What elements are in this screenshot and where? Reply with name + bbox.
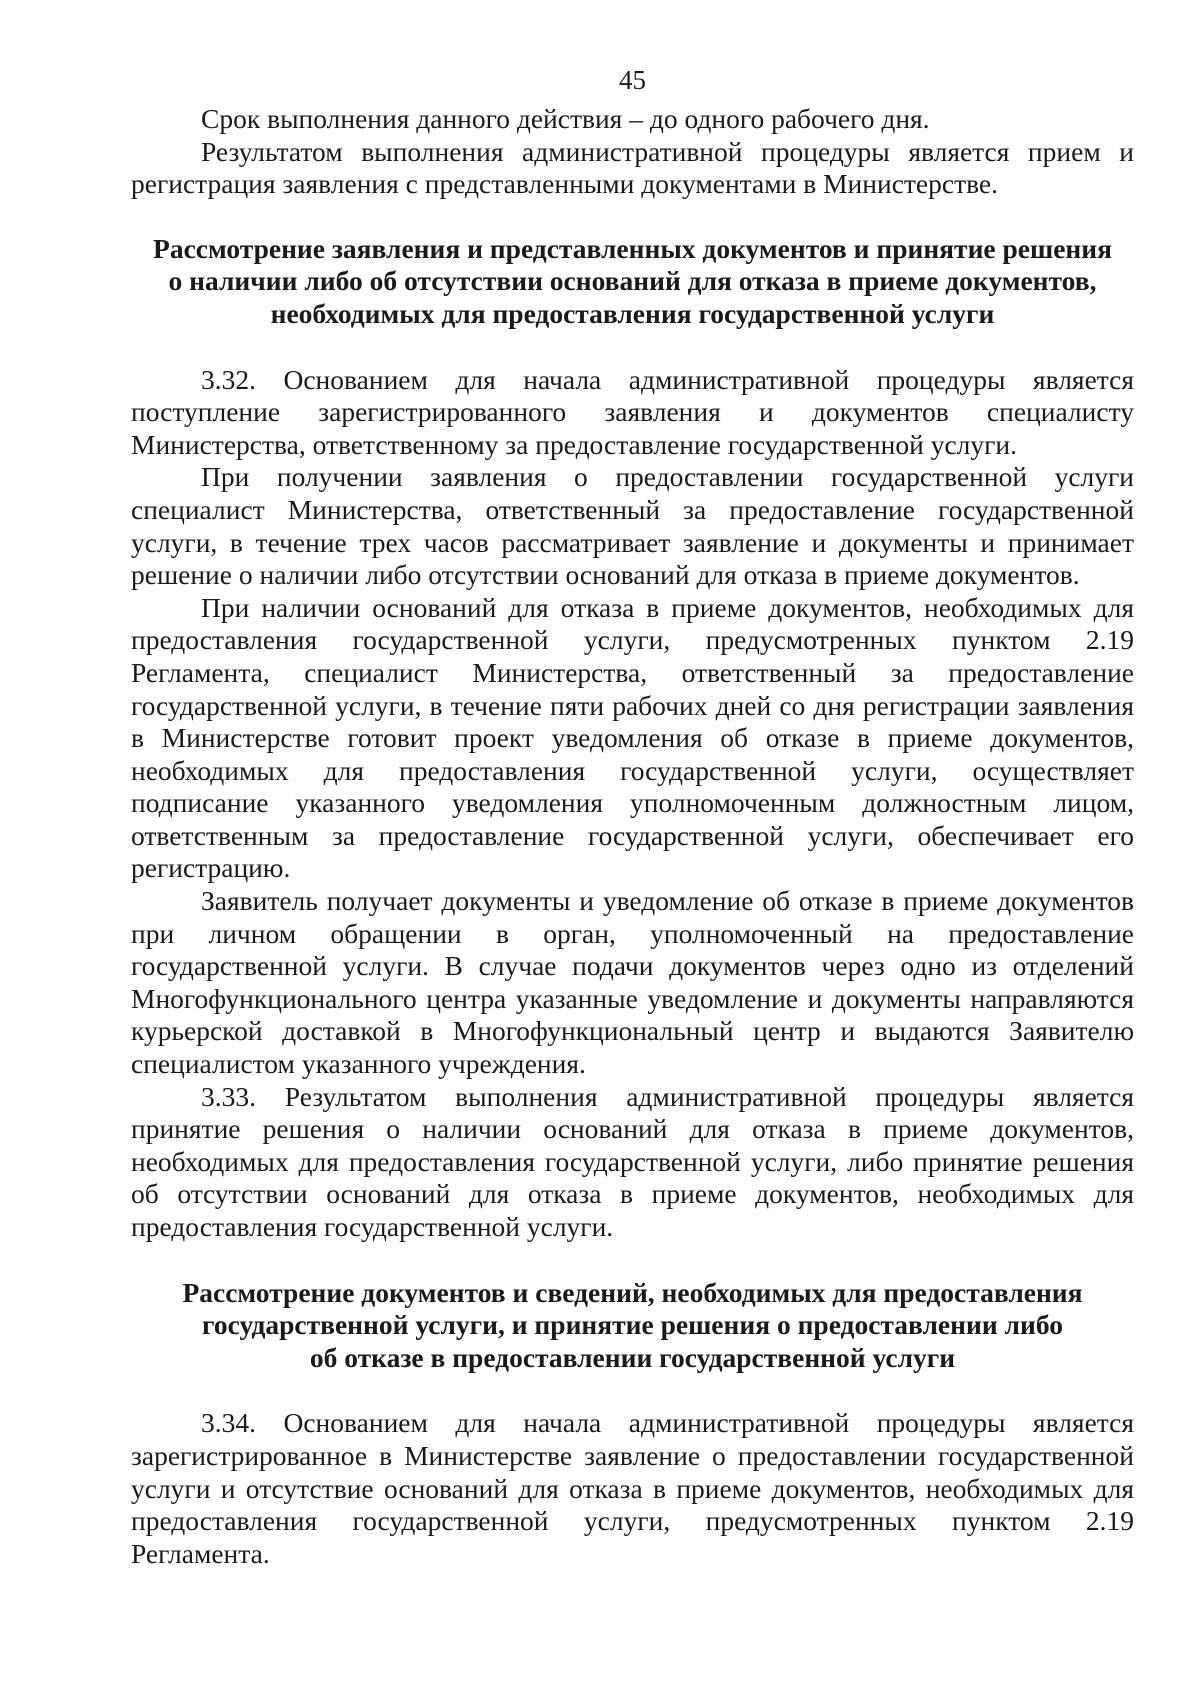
heading-line: государственной услуги, и принятие решения о предоставлении либо [202,1309,1063,1341]
intro-paragraph-deadline: Срок выполнения данного действия – до одного рабочего дня. [201,103,930,134]
heading-line: необходимых для предоставления государственной услуги [270,297,995,329]
heading-line: об отказе в предоставлении государственной услуги [309,1341,956,1373]
paragraph-3-34: 3.34. Основанием для начала административной процедуры является зарегистрированное в Министерстве заявление о предоставлении государственной услуги и отсутствие оснований для отказа в приеме документов, необходимых для предоставления государственной услуги, предусмотренных пунктом 2.19 Регламента. [131,1407,1134,1569]
heading-line: Рассмотрение документов и сведений, необходимых для предоставления [182,1276,1083,1308]
heading-line: о наличии либо об отсутствии оснований для отказа в приеме документов, [168,265,1097,297]
document-page [131,64,1134,1570]
section-heading-documents-review [131,1277,1134,1375]
page-number: 45 [619,65,646,95]
paragraph-3-32: 3.32. Основанием для начала административной процедуры является поступление зарегистрированного заявления и документов специалисту Министерства, ответственному за предоставление государственной услуги. [131,363,1134,460]
paragraph-applicant-receives: Заявитель получает документы и уведомление об отказе в приеме документов при личном обращении в орган, уполномоченный на предоставление государственной услуги. В случае подачи документов через одно из отделений Многофункционального центра указанные уведомление и документы направляются курьерской доставкой в Многофункциональный центр и выдаются Заявителю специалистом указанного учреждения. [131,885,1134,1080]
paragraph-refusal-notice: При наличии оснований для отказа в приеме документов, необходимых для предоставления государственной услуги, предусмотренных пунктом 2.19 Регламента, специалист Министерства, ответственный за предоставление государственной услуги, в течение пяти рабочих дней со дня регистрации заявления в Министерстве готовит проект уведомления об отказе в приеме документов, необходимых для предоставления государственной услуги, осуществляет подписание указанного уведомления уполномоченным должностным лицом, ответственным за предоставление государственной услуги, обеспечивает его регистрацию. [131,591,1134,884]
section-heading-application-review [131,233,1134,331]
paragraph-3-33: 3.33. Результатом выполнения административной процедуры является принятие решения о наличии оснований для отказа в приеме документов, необходимых для предоставления государственной услуги, либо принятие решения об отсутствии оснований для отказа в приеме документов, необходимых для предоставления государственной услуги. [131,1080,1134,1242]
paragraph-review-within-hours: При получении заявления о предоставлении государственной услуги специалист Министерства, ответственный за предоставление государственной услуги, в течение трех часов рассматривает заявление и документы и принимает решение о наличии либо отсутствии оснований для отказа в приеме документов. [131,461,1134,591]
intro-paragraph-result: Результатом выполнения административной процедуры является прием и регистрация заявления с представленными документами в Министерстве. [131,135,1134,200]
heading-line: Рассмотрение заявления и представленных документов и принятие решения [153,232,1112,264]
